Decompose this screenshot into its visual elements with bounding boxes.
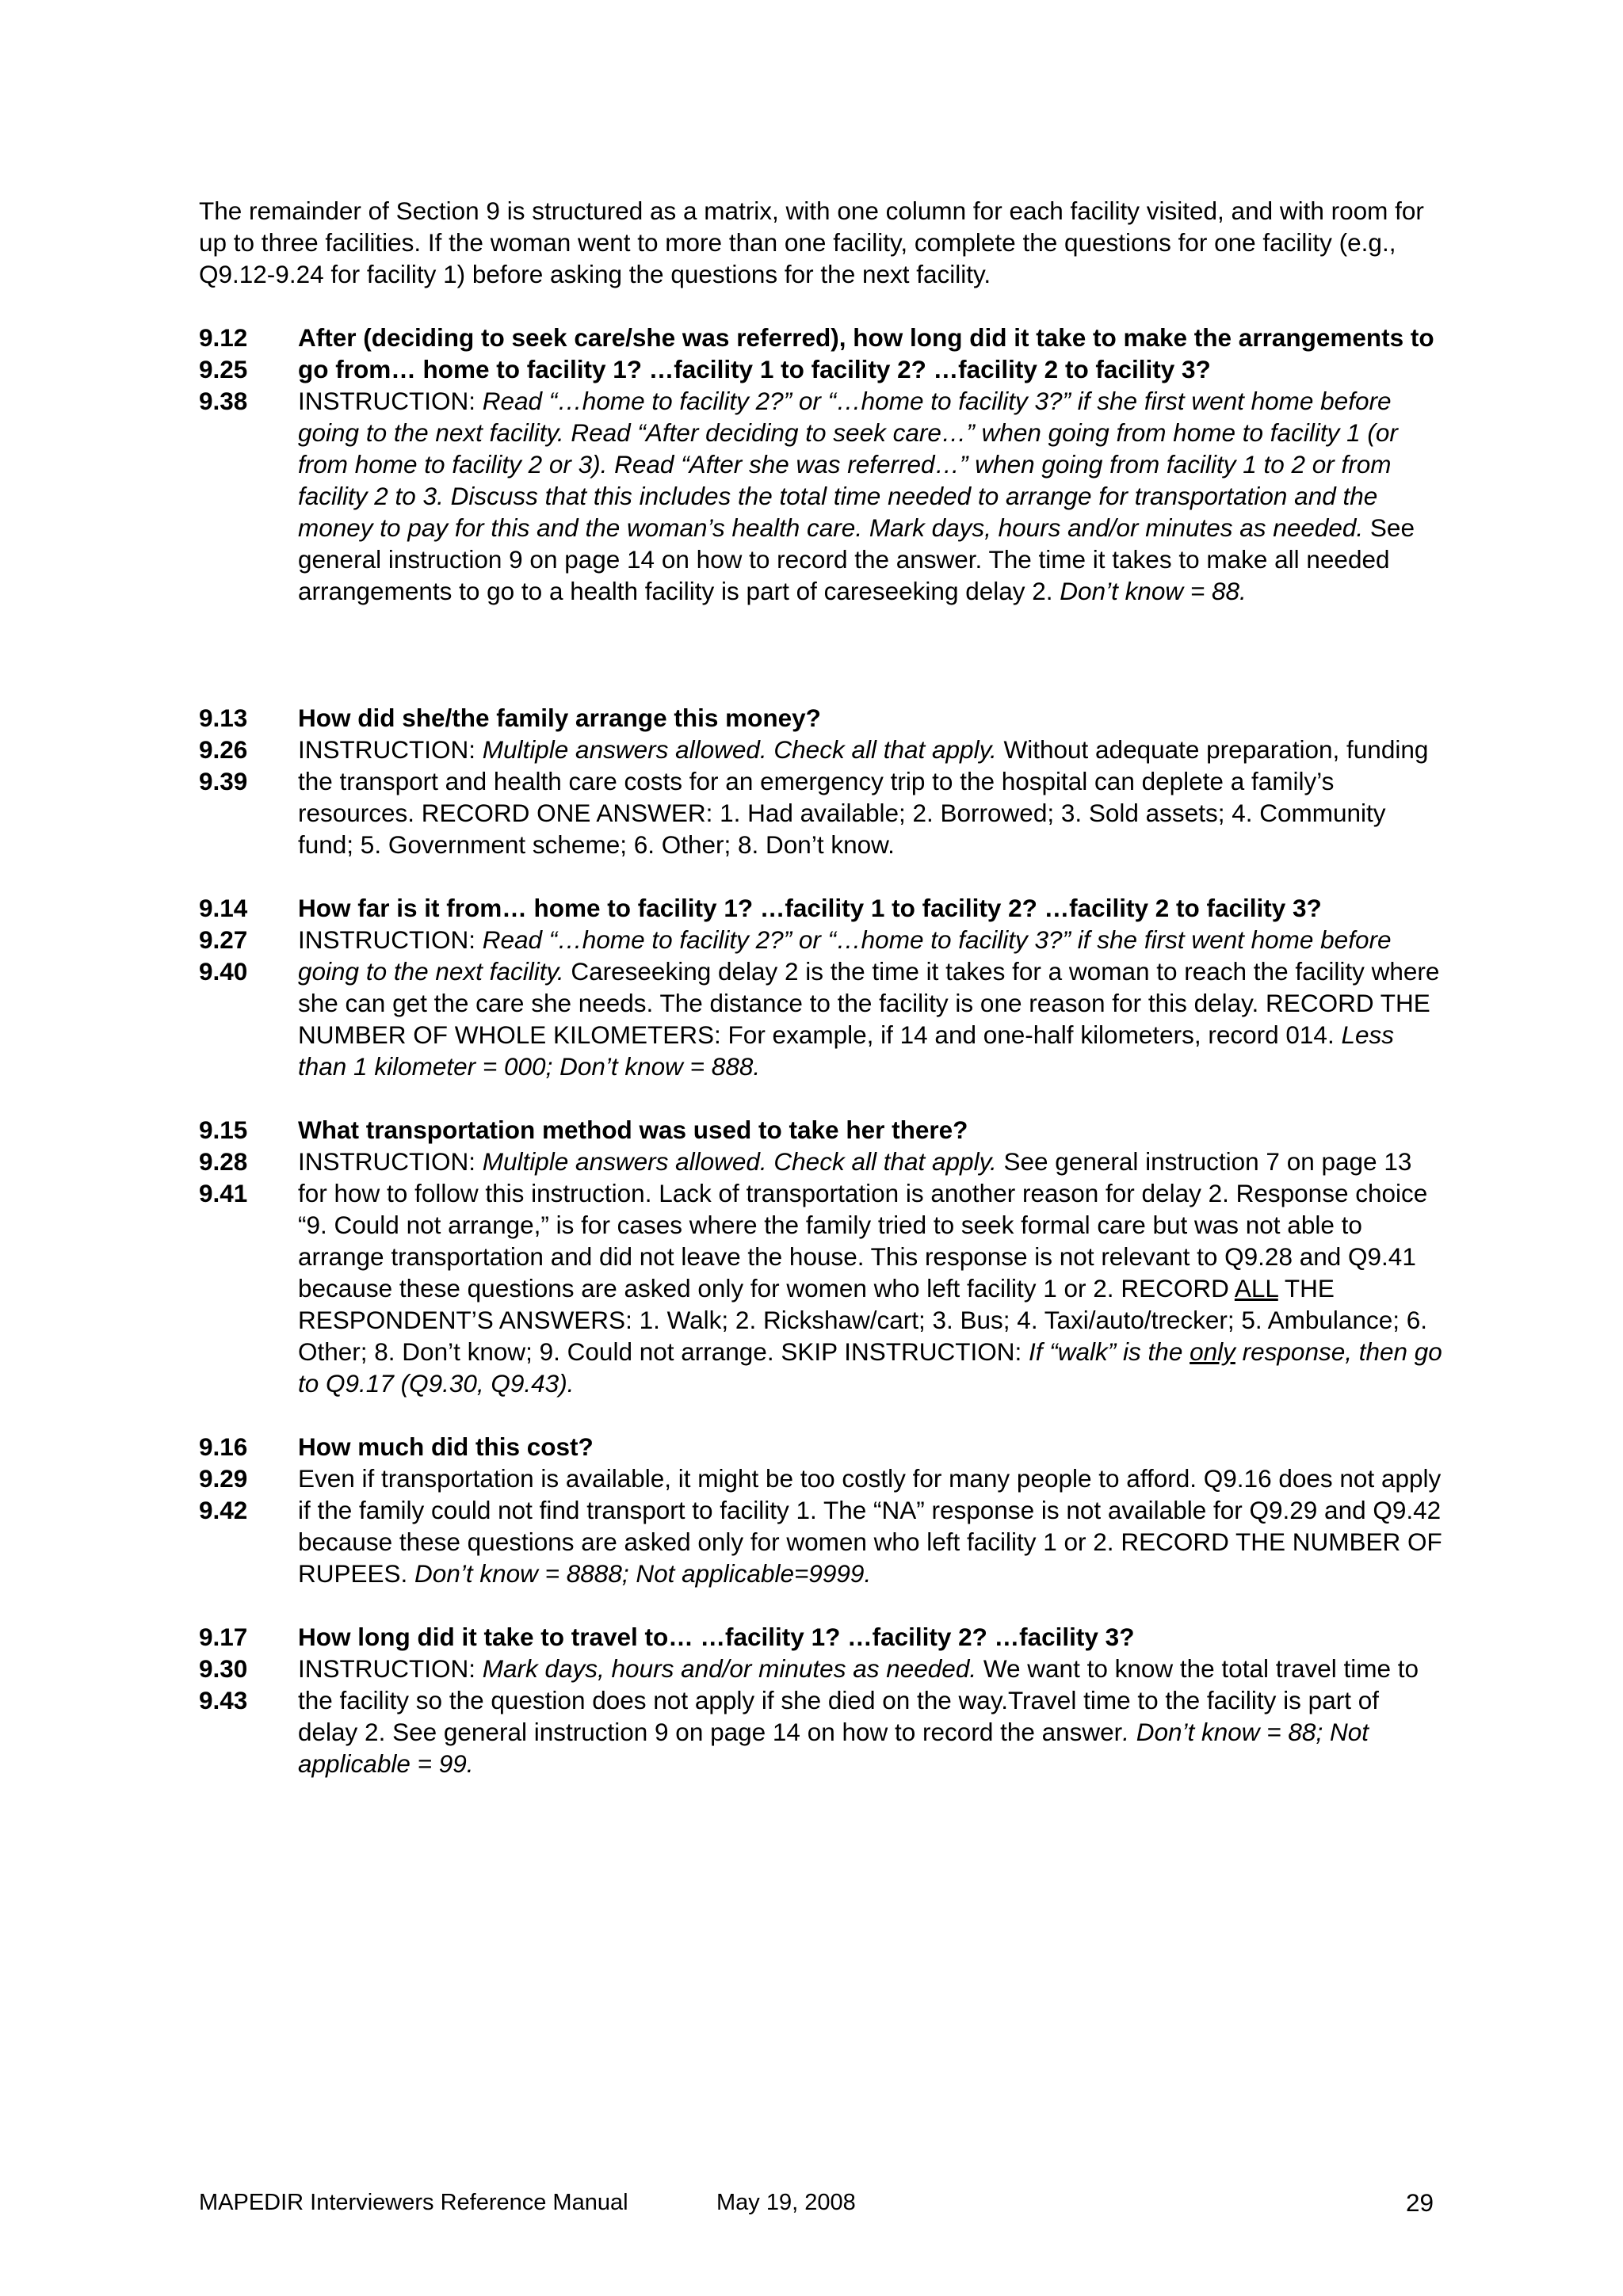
- question-title: How much did this cost?: [298, 1432, 594, 1461]
- question-instruction: [298, 1653, 1443, 1779]
- question-body: [298, 1114, 1443, 1399]
- question-instruction: [298, 734, 1443, 860]
- instruction-text: See general instruction 9 on page 14 on how to record the answer. The time it takes to make all needed arrangements to go to a health facility is part of careseeking delay 2.: [298, 513, 1415, 605]
- instruction-text: Even if transportation is available, it might be too costly for many people to afford. Q9.16 does not apply if the family could not find transport to facility 1. The “NA” response is not available for Q9.29 and Q9.42 because these questions are asked only for women who left facility 1 or 2. RECORD THE NUMBER OF RUPEES.: [298, 1464, 1442, 1588]
- instruction-italic: Read “…home to facility 2?” or “…home to facility 3?” if she first went home before going to the next facility. Read “After deciding to seek care…” when going from home to facility 1 (or from home to facility 2 or 3). Read “After she was referred…” when going from facility 1 to 2 or from facility 2 to 3. Discuss that this includes the total time needed to arrange for transportation and the money to pay for this and the woman’s health care. Mark days, hours and/or minutes as needed.: [298, 387, 1398, 542]
- question-number: 9.43: [199, 1686, 248, 1714]
- instruction-text: Careseeking delay 2 is the time it takes for a woman to reach the facility where she can get the care she needs. The distance to the facility is one reason for this delay. RECORD THE NUMBER OF WHOLE KILOMETERS: For example, if 14 and one-half kilometers, record 014.: [298, 957, 1440, 1049]
- instruction-label: INSTRUCTION:: [298, 387, 483, 415]
- instruction-italic: Mark days, hours and/or minutes as needed.: [482, 1654, 977, 1683]
- question-instruction: [298, 1463, 1443, 1589]
- question-body: [298, 322, 1443, 607]
- question-numbers: [199, 1431, 286, 1526]
- question-number: 9.12: [199, 323, 248, 352]
- skip-instruction: response, then go to Q9.17 (Q9.30, Q9.43).: [298, 1337, 1442, 1398]
- question-body: [298, 702, 1443, 860]
- instruction-codes: . Don’t know = 88; Not applicable = 99.: [298, 1718, 1369, 1778]
- question-instruction: [298, 924, 1443, 1082]
- question-title: How far is it from… home to facility 1? …facility 1 to facility 2? …facility 2 to facility 3?: [298, 894, 1322, 922]
- question-number: 9.28: [199, 1147, 248, 1176]
- question-body: [298, 1621, 1443, 1779]
- question-numbers: [199, 1621, 286, 1716]
- instruction-text: THE RESPONDENT’S ANSWERS: 1. Walk; 2. Rickshaw/cart; 3. Bus; 4. Taxi/auto/trecker; 5. Ambulance; 6. Other; 8. Don’t know; 9. Could not arrange. SKIP INSTRUCTION:: [298, 1274, 1428, 1366]
- question-title: How did she/the family arrange this money?: [298, 704, 821, 732]
- instruction-codes: Less than 1 kilometer = 000; Don’t know = 888.: [298, 1020, 1394, 1081]
- question-title: What transportation method was used to take her there?: [298, 1116, 968, 1144]
- question-numbers: [199, 892, 286, 987]
- question-number: 9.42: [199, 1496, 248, 1524]
- question-number: 9.39: [199, 767, 248, 795]
- question-number: 9.25: [199, 355, 248, 383]
- question-number: 9.17: [199, 1623, 248, 1651]
- instruction-italic: Multiple answers allowed. Check all that apply.: [482, 1147, 997, 1176]
- instruction-label: INSTRUCTION:: [298, 1654, 483, 1683]
- skip-instruction-underlined: only: [1190, 1337, 1235, 1366]
- instruction-text: See general instruction 7 on page 13 for how to follow this instruction. Lack of transportation is another reason for delay 2. Response choice “9. Could not arrange,” is for cases where the family tried to seek formal care but was not able to arrange transportation and did not leave the house. This response is not relevant to Q9.28 and Q9.41 because these questions are asked only for women who left facility 1 or 2. RECORD: [298, 1147, 1428, 1302]
- question-number: 9.29: [199, 1464, 248, 1493]
- question-title: How long did it take to travel to… …facility 1? …facility 2? …facility 3?: [298, 1623, 1135, 1651]
- question-number: 9.14: [199, 894, 248, 922]
- page-number: 29: [1405, 2188, 1434, 2217]
- question-number: 9.41: [199, 1179, 248, 1207]
- question-body: [298, 892, 1443, 1082]
- question-number: 9.40: [199, 957, 248, 986]
- instruction-codes: Don’t know = 8888; Not applicable=9999.: [414, 1559, 872, 1588]
- question-number: 9.15: [199, 1116, 248, 1144]
- question-instruction: [298, 1146, 1443, 1399]
- instruction-label: INSTRUCTION:: [298, 925, 483, 954]
- question-number: 9.38: [199, 387, 248, 415]
- question-number: 9.30: [199, 1654, 248, 1683]
- instruction-italic: Multiple answers allowed. Check all that apply.: [482, 735, 997, 764]
- question-numbers: [199, 702, 286, 797]
- instruction-label: INSTRUCTION:: [298, 1147, 483, 1176]
- question-number: 9.27: [199, 925, 248, 954]
- page-footer: [199, 2185, 1443, 2220]
- question-numbers: [199, 1114, 286, 1209]
- instruction-codes: Don’t know = 88.: [1060, 577, 1247, 605]
- instruction-text: We want to know the total travel time to the facility so the question does not apply if she died on the way.Travel time to the facility is part of delay 2. See general instruction 9 on page 14 on how to record the answer: [298, 1654, 1419, 1746]
- instruction-italic: Read “…home to facility 2?” or “…home to facility 3?” if she first went home before going to the next facility.: [298, 925, 1392, 986]
- question-number: 9.16: [199, 1432, 248, 1461]
- intro-paragraph: The remainder of Section 9 is structured as a matrix, with one column for each facility visited, and with room for up to three facilities. If the woman went to more than one facility, complete the questions for one facility (e.g., Q9.12-9.24 for facility 1) before asking the questions for the next facility.: [199, 196, 1424, 288]
- instruction-underlined: ALL: [1234, 1274, 1278, 1302]
- question-number: 9.13: [199, 704, 248, 732]
- instruction-label: INSTRUCTION:: [298, 735, 483, 764]
- instruction-text: Without adequate preparation, funding the transport and health care costs for an emergency trip to the hospital can deplete a family’s resources. RECORD ONE ANSWER: 1. Had available; 2. Borrowed; 3. Sold assets; 4. Community fund; 5. Government scheme; 6. Other; 8. Don’t know.: [298, 735, 1429, 859]
- skip-instruction: If “walk” is the: [1029, 1337, 1190, 1366]
- question-number: 9.26: [199, 735, 248, 764]
- question-instruction: [298, 385, 1443, 607]
- question-body: [298, 1431, 1443, 1589]
- question-numbers: [199, 322, 286, 417]
- footer-manual-title: MAPEDIR Interviewers Reference Manual: [199, 2190, 628, 2215]
- footer-date: May 19, 2008: [716, 2190, 856, 2215]
- question-title: After (deciding to seek care/she was referred), how long did it take to make the arrangements to go from… home to facility 1? …facility 1 to facility 2? …facility 2 to facility 3?: [298, 323, 1434, 383]
